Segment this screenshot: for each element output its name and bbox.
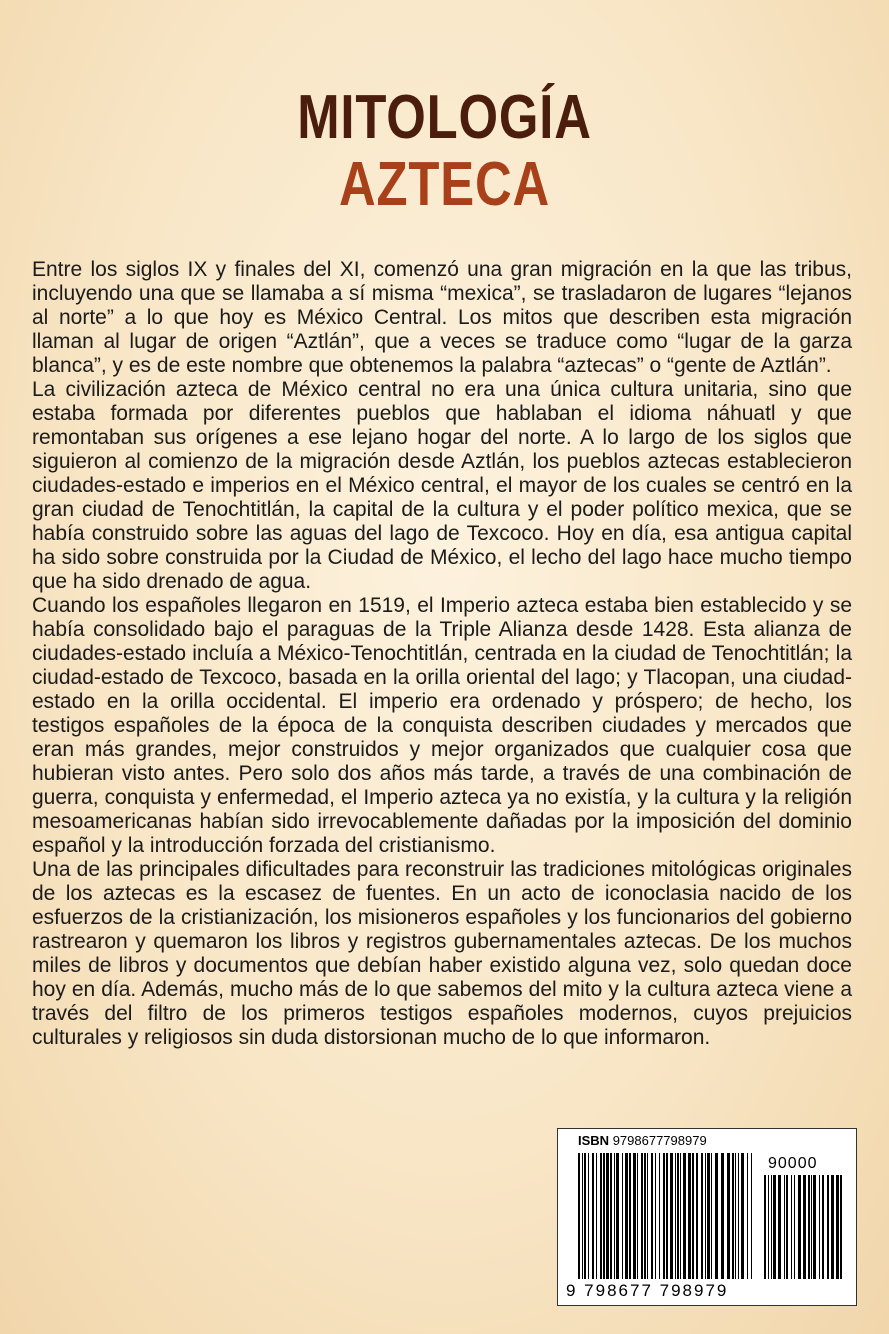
barcode-bar (808, 1175, 810, 1279)
barcode-addon-number: 90000 (768, 1155, 818, 1172)
barcode-bar (637, 1153, 638, 1279)
barcode-digits: 9 798677 798979 (566, 1281, 729, 1300)
barcode-bar (677, 1153, 679, 1279)
barcode-bar (778, 1175, 781, 1279)
barcode-bar (584, 1153, 586, 1279)
barcode-bar (675, 1153, 676, 1279)
barcode-bar (644, 1153, 646, 1279)
barcode-bar (831, 1175, 834, 1279)
barcode-bar (794, 1175, 795, 1279)
barcode-bar (663, 1153, 665, 1279)
barcode-bar (696, 1153, 698, 1279)
barcode-bar (741, 1153, 744, 1279)
barcode-bar (666, 1153, 668, 1279)
isbn-label (578, 1133, 707, 1148)
isbn-barcode (557, 1128, 857, 1306)
barcode-bar (791, 1175, 792, 1279)
barcode-bar (773, 1175, 776, 1279)
barcode-bar (610, 1153, 612, 1279)
barcode-bar (732, 1153, 734, 1279)
barcode-bar (629, 1153, 631, 1279)
barcode-bar (747, 1153, 748, 1279)
barcode-bar (827, 1175, 829, 1279)
barcode-bar (616, 1153, 619, 1279)
barcode-bar (641, 1153, 643, 1279)
paragraph-3: Cuando los españoles llegaron en 1519, el Imperio azteca estaba bien establecido y se había consolidado bajo el paraguas de la Triple Alianza desde 1428. Esta alianza de ciudades-estado incluía a México-Tenochtitlán, centrada en la ciudad de Tenochtitlán; la ciudad-estado de Texcoco, basada en la orilla oriental del lago; y Tlacopan, una ciudad-estado en la orilla occidental. El imperio era ordenado y próspero; de hecho, los testigos españoles de la época de la conquista describen ciudades y mercados que eran más grandes, mejor construidos y mejor organizados que cualquier cosa que hubieran visto antes. Pero solo dos años más tarde, a través de una combinación de guerra, conquista y enfermedad, el Imperio azteca ya no existía, y la cultura y la religión mesoamericanas habían sido irrevocablemente dañadas por la imposición del dominio español y la introducción forzada del cristianismo. (32, 594, 852, 857)
barcode-bar (784, 1175, 785, 1279)
barcode-bar (688, 1153, 691, 1279)
barcode-bar (603, 1153, 605, 1279)
barcode-bar (813, 1175, 816, 1279)
barcode-bar (768, 1175, 769, 1279)
barcode-bar (771, 1175, 772, 1279)
barcode-bar (659, 1153, 660, 1279)
barcode-bar (764, 1175, 766, 1279)
paragraph-4: Una de las principales dificultades para reconstruir las tradiciones mitológicas originales de los aztecas es la escasez de fuentes. En un acto de iconoclasia nacido de los esfuerzos de la cristianización, los misioneros españoles y los funcionarios del gobierno rastrearon y quemaron los libros y registros gubernamentales aztecas. De los muchos miles de libros y documentos que debían haber existido alguna vez, solo quedan doce hoy en día. Además, mucho más de lo que sabemos del mito y la cultura azteca viene a través del filtro de los primeros testigos españoles modernos, cuyos prejuicios culturales y religiosos sin duda distorsionan mucho de lo que informaron. (32, 858, 852, 1049)
barcode-bar (798, 1175, 801, 1279)
barcode-bar (592, 1153, 594, 1279)
barcode-bar (711, 1153, 712, 1279)
barcode-bar (670, 1153, 673, 1279)
barcode-bar (692, 1153, 694, 1279)
barcode-bar (840, 1175, 842, 1279)
barcode-bar (600, 1153, 602, 1279)
barcode-bar (836, 1175, 839, 1279)
paragraph-1: Entre los siglos IX y finales del XI, comenzó una gran migración en la que las tribus, incluyendo una que se llamaba a sí misma “mexica”, se trasladaron de lugares “lejanos al norte” a lo que hoy es México Central. Los mitos que describen esta migración llaman al lugar de origen “Aztlán”, que a veces se traduce como “lugar de la garza blanca”, y es de este nombre que obtenemos la palabra “aztecas” o “gente de Aztlán”. (32, 258, 852, 377)
barcode-bar (705, 1153, 706, 1279)
book-title (0, 84, 889, 218)
barcode-bars-addon (764, 1175, 842, 1279)
barcode-bar (738, 1153, 739, 1279)
barcode-bar (680, 1153, 681, 1279)
barcode-bar (803, 1175, 806, 1279)
barcode-bar (811, 1175, 812, 1279)
barcode-bar (582, 1153, 583, 1279)
barcode-bar (735, 1153, 736, 1279)
barcode-bar (622, 1153, 623, 1279)
barcode-bar (633, 1153, 636, 1279)
barcode-bar (588, 1153, 589, 1279)
paragraph-2: La civilización azteca de México central no era una única cultura unitaria, sino que estaba formada por diferentes pueblos que hablaban el idioma náhuatl y que remontaban sus orígenes a ese lejano hogar del norte. A lo largo de los siglos que siguieron al comienzo de la migración desde Aztlán, los pueblos aztecas establecieron ciudades-estado e imperios en el México central, el mayor de los cuales se centró en la gran ciudad de Tenochtitlán, la capital de la cultura y el poder político mexica, que se había construido sobre las aguas del lago de Texcoco. Hoy en día, esa antigua capital ha sido sobre construida por la Ciudad de México, el lecho del lago hace mucho tiempo que ha sido drenado de agua. (32, 378, 852, 593)
barcode-bar (651, 1153, 653, 1279)
barcode-bar (751, 1153, 752, 1279)
barcode-bar (655, 1153, 656, 1279)
barcode-bar (683, 1153, 686, 1279)
barcode-bar (614, 1153, 615, 1279)
barcode-bar (596, 1153, 597, 1279)
barcode-bar (715, 1153, 718, 1279)
barcode-bar (578, 1153, 580, 1279)
barcode-bar (606, 1153, 609, 1279)
barcode-bar (625, 1153, 628, 1279)
barcode-bar (701, 1153, 703, 1279)
back-cover-blurb (32, 258, 852, 1050)
barcode-bar (819, 1175, 820, 1279)
barcode-bar (721, 1153, 724, 1279)
barcode-bar (647, 1153, 648, 1279)
barcode-bar (707, 1153, 710, 1279)
barcode-bar (727, 1153, 730, 1279)
title-line-2: AZTECA (338, 150, 551, 219)
barcode-bars-main (578, 1153, 754, 1279)
barcode-bar (822, 1175, 824, 1279)
title-line-1: MITOLOGÍA (297, 83, 592, 152)
isbn-prefix: ISBN (578, 1133, 610, 1148)
barcode-bar (786, 1175, 788, 1279)
isbn-number: 9798677798979 (612, 1133, 707, 1148)
